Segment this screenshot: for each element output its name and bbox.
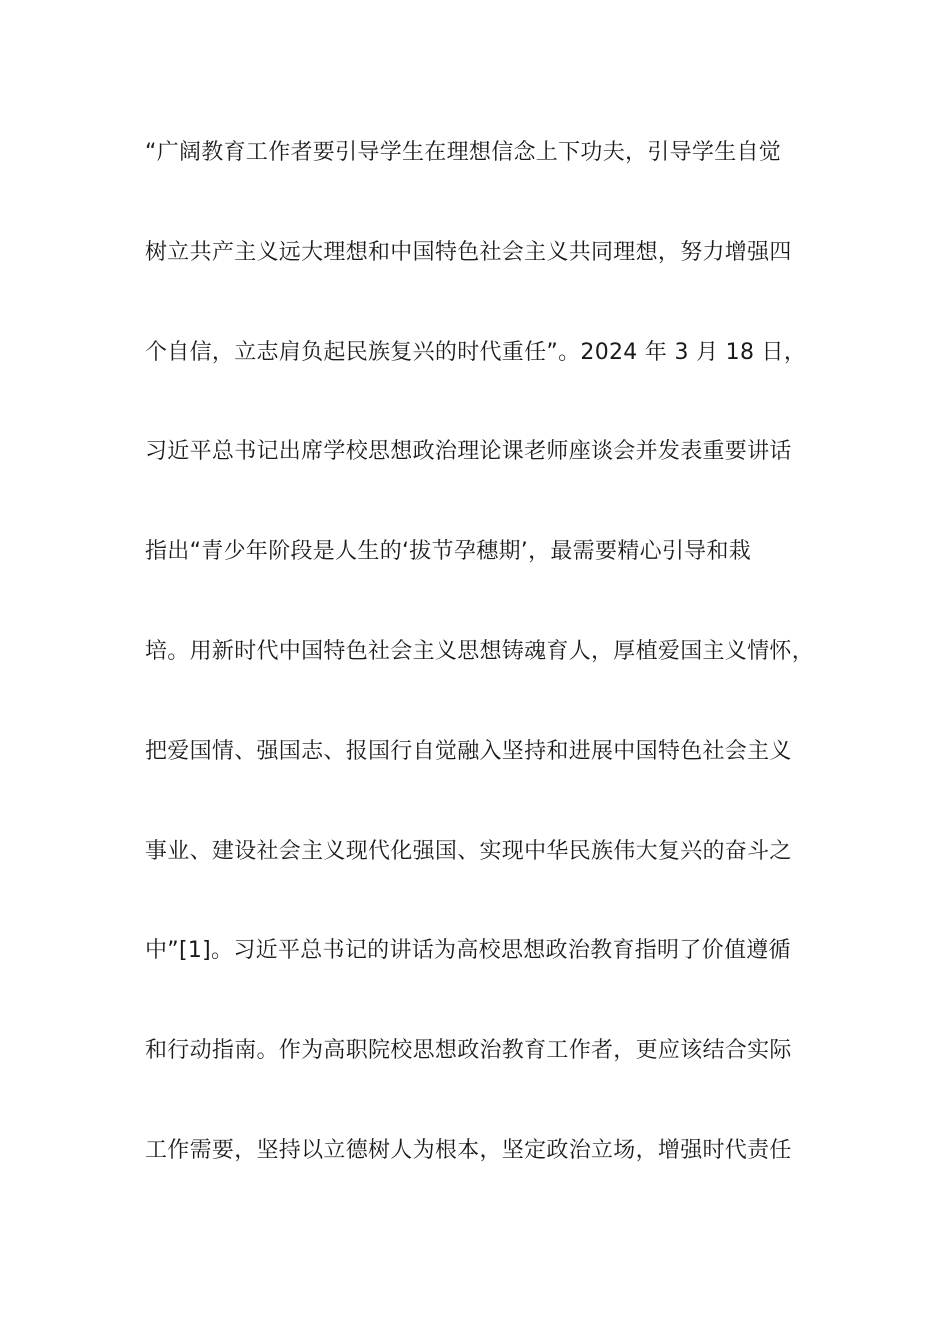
text-line: 事业、建设社会主义现代化强国、实现中华民族伟大复兴的奋斗之: [145, 838, 792, 864]
text-line: 中”[1]。习近平总书记的讲话为高校思想政治教育指明了价值遵循: [145, 938, 791, 964]
text-line: 个自信，立志肩负起民族复兴的时代重任”。2024 年 3 月 18 日，: [145, 339, 807, 365]
text-line: 把爱国情、强国志、报国行自觉融入坚持和进展中国特色社会主义: [145, 738, 792, 764]
text-line: 工作需要，坚持以立德树人为根本，坚定政治立场，增强时代责任: [145, 1137, 792, 1163]
text-line: 指出“青少年阶段是人生的‘拔节孕穗期’，最需要精心引导和栽: [145, 539, 752, 565]
text-line: “广阔教育工作者要引导学生在理想信念上下功夫，引导学生自觉: [145, 140, 782, 165]
text-line: 培。用新时代中国特色社会主义思想铸魂育人，厚植爱国主义情怀，: [145, 638, 815, 664]
text-line: 树立共产主义远大理想和中国特色社会主义共同理想，努力增强四: [145, 239, 792, 265]
text-line: 和行动指南。作为高职院校思想政治教育工作者，更应该结合实际: [145, 1038, 792, 1064]
body-paragraph: [145, 130, 825, 1228]
text-line: 习近平总书记出席学校思想政治理论课老师座谈会并发表重要讲话: [145, 439, 792, 465]
